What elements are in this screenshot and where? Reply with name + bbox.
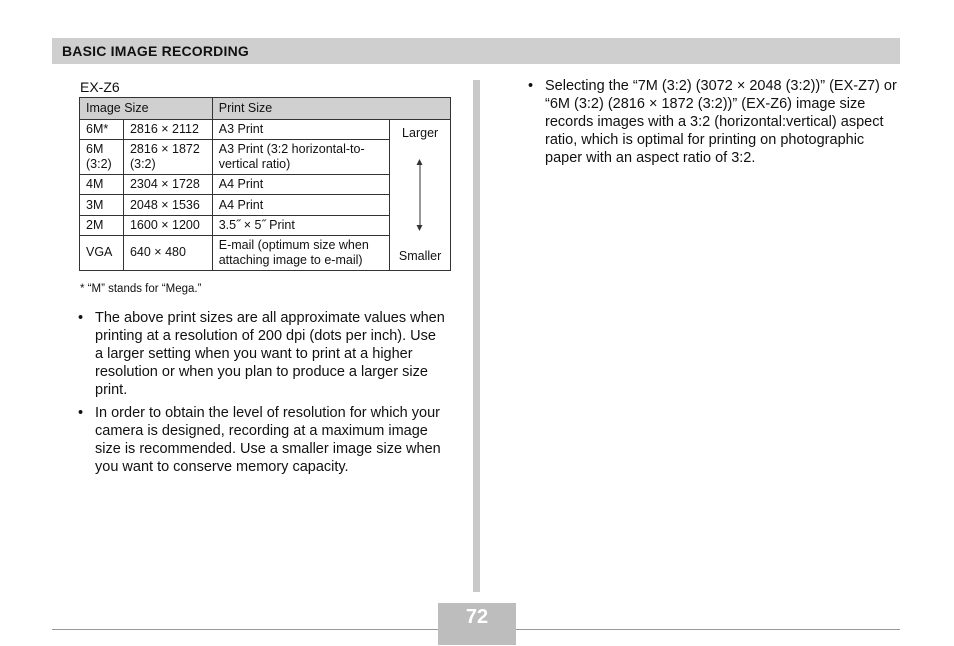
page-number-box (438, 603, 516, 645)
bullet-item (78, 404, 446, 476)
print-size-cell: 3.5˝ × 5˝ Print (212, 215, 390, 235)
print-size-cell: A4 Print (212, 195, 390, 215)
pixel-size-cell: 2304 × 1728 (123, 175, 212, 195)
image-size-table (79, 97, 451, 271)
model-label: EX-Z6 (80, 79, 120, 95)
right-bullet-list (528, 77, 900, 172)
bullet-text: The above print sizes are all approximate values when printing at a resolution of 200 dpi (dots per inch). Use a larger setting when you want to print at a higher resolution or when you plan to produce a larger size print. (95, 310, 445, 398)
size-name-cell: 6M (3:2) (80, 140, 124, 175)
table-row (80, 120, 451, 140)
print-size-cell: E-mail (optimum size when attaching image to e-mail) (212, 235, 390, 270)
bullet-text: Selecting the “7M (3:2) (3072 × 2048 (3:2))” (EX-Z7) or “6M (3:2) (2816 × 1872 (3:2))” (EX-Z6) image size records images with a 3:2 (horizontal:vertical) aspect ratio, which is optimal for printing on photographic paper with an aspect ratio of 3:2. (545, 78, 897, 166)
pixel-size-cell: 2816 × 2112 (123, 120, 212, 140)
double-arrow-icon (420, 164, 421, 226)
column-divider (473, 80, 480, 592)
bullet-text: In order to obtain the level of resolution for which your camera is designed, recording at a maximum image size is recommended. Use a smaller image size when you want to conserve memory capacity. (95, 405, 441, 475)
size-name-cell: 3M (80, 195, 124, 215)
bullet-item (78, 309, 446, 399)
size-name-cell: 4M (80, 175, 124, 195)
pixel-size-cell: 1600 × 1200 (123, 215, 212, 235)
bullet-icon: • (78, 405, 84, 421)
print-size-cell: A3 Print (3:2 horizontal-to-vertical ratio) (212, 140, 390, 175)
size-scale-cell (390, 120, 451, 271)
print-size-cell: A3 Print (212, 120, 390, 140)
table-header-row (80, 98, 451, 120)
scale-larger-label: Larger (402, 126, 439, 140)
section-title: BASIC IMAGE RECORDING (62, 43, 249, 59)
column-header-image-size: Image Size (80, 98, 213, 120)
page-number: 72 (465, 606, 489, 628)
size-name-cell: 6M* (80, 120, 124, 140)
pixel-size-cell: 2816 × 1872 (3:2) (123, 140, 212, 175)
pixel-size-cell: 640 × 480 (123, 235, 212, 270)
bullet-icon: • (528, 78, 534, 94)
size-name-cell: VGA (80, 235, 124, 270)
scale-smaller-label: Smaller (398, 249, 442, 263)
pixel-size-cell: 2048 × 1536 (123, 195, 212, 215)
size-name-cell: 2M (80, 215, 124, 235)
section-header-bar (52, 38, 900, 64)
bullet-item (528, 77, 900, 167)
print-size-cell: A4 Print (212, 175, 390, 195)
bullet-icon: • (78, 310, 84, 326)
column-header-print-size: Print Size (212, 98, 450, 120)
table-footnote: * “M” stands for “Mega.” (80, 283, 202, 295)
left-bullet-list (78, 309, 446, 481)
